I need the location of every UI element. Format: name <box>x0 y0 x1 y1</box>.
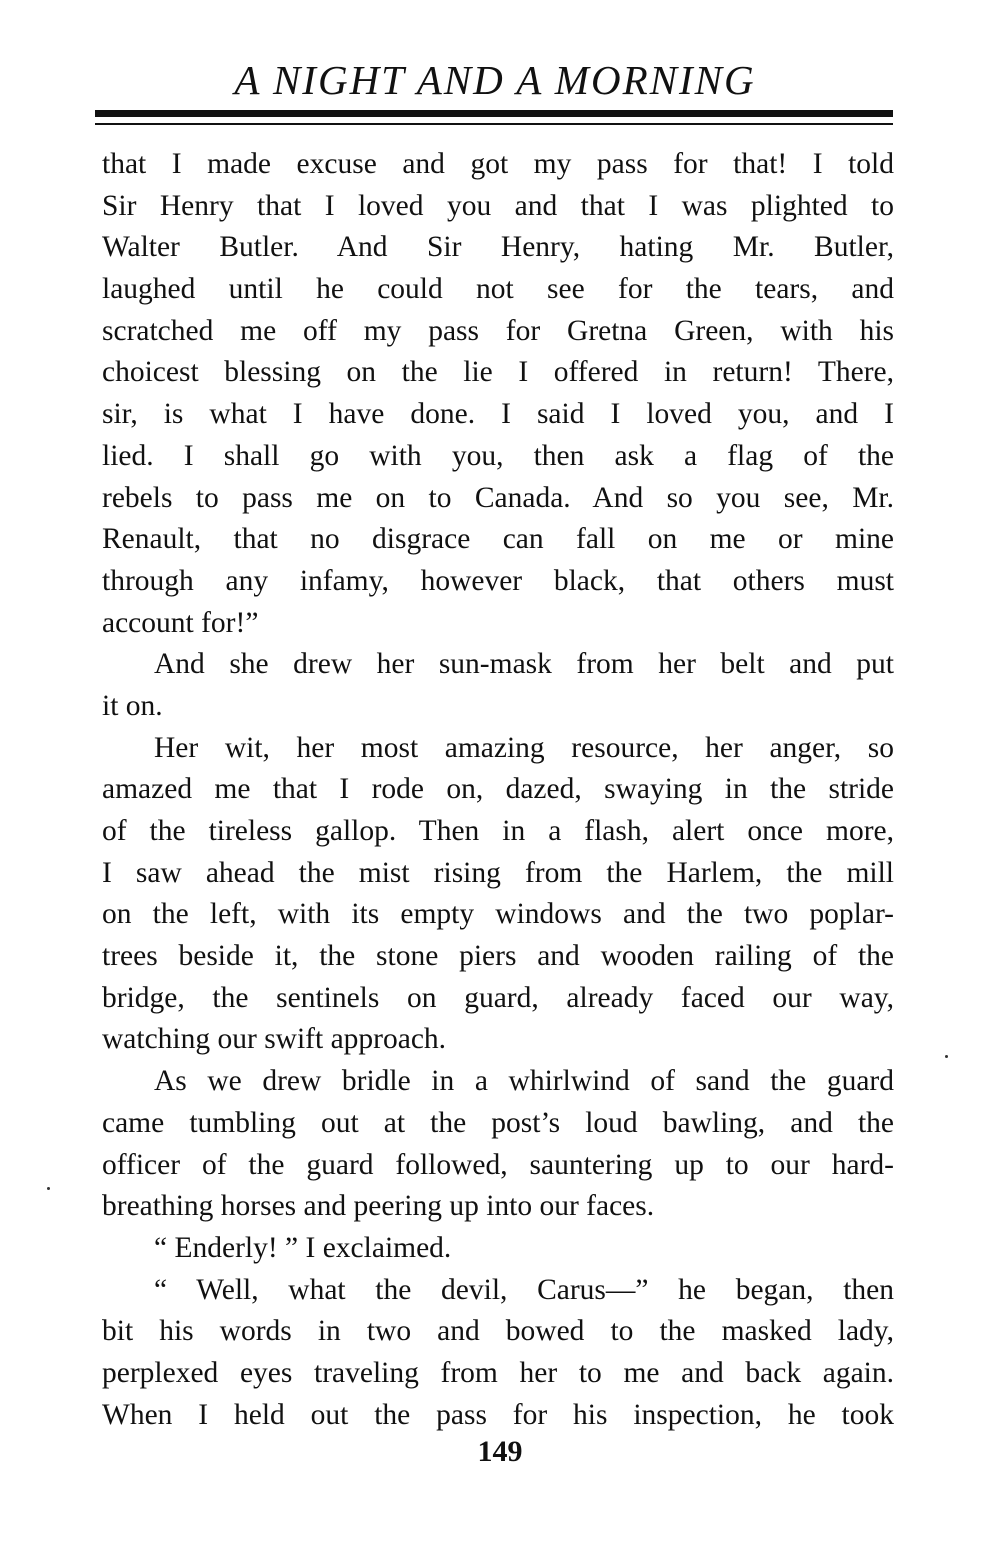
page-number: 149 <box>477 1435 523 1468</box>
body-text <box>102 144 894 1436</box>
text-line: “ Enderly! ” I exclaimed. <box>154 1231 452 1264</box>
text-line: Renault, that no disgrace can fall on me or mine <box>102 523 894 556</box>
text-line: breathing horses and peering up into our faces. <box>102 1190 655 1223</box>
text-line: sir, is what I have done. I said I loved you, and I <box>102 398 894 431</box>
text-line: Walter Butler. And Sir Henry, hating Mr. Butler, <box>102 231 894 264</box>
text-line: trees beside it, the stone piers and wooden railing of the <box>102 940 894 973</box>
text-line: bridge, the sentinels on guard, already faced our way, <box>102 981 894 1014</box>
text-line: through any infamy, however black, that others must <box>102 564 894 597</box>
text-line: that I made excuse and got my pass for that! I told <box>102 148 894 180</box>
text-line: lied. I shall go with you, then ask a flag of the <box>102 439 894 472</box>
text-line: it on. <box>102 689 163 722</box>
print-speck <box>47 1187 50 1190</box>
text-line: “ Well, what the devil, Carus—” he began, then <box>154 1273 894 1306</box>
text-line: came tumbling out at the post’s loud bawling, and the <box>102 1106 894 1139</box>
text-line: account for!” <box>102 606 259 639</box>
text-line: laughed until he could not see for the tears, and <box>102 273 894 306</box>
text-line: of the tireless gallop. Then in a flash, alert once more, <box>102 815 894 847</box>
header-rule-thin <box>95 123 893 125</box>
text-line: When I held out the pass for his inspection, he took <box>102 1398 894 1431</box>
text-line: bit his words in two and bowed to the masked lady, <box>102 1315 894 1348</box>
text-line: I saw ahead the mist rising from the Harlem, the mill <box>102 856 894 889</box>
header-rule-thick <box>95 110 893 117</box>
text-line: And she drew her sun-mask from her belt and put <box>154 648 894 681</box>
text-line: rebels to pass me on to Canada. And so you see, Mr. <box>102 481 894 514</box>
text-line: officer of the guard followed, sauntering up to our hard- <box>102 1148 894 1181</box>
text-line: scratched me off my pass for Gretna Green, with his <box>102 314 894 347</box>
text-line: choicest blessing on the lie I offered in return! There, <box>102 356 894 389</box>
print-speck <box>945 1055 948 1058</box>
text-line: Sir Henry that I loved you and that I was plighted to <box>102 189 894 222</box>
text-line: As we drew bridle in a whirlwind of sand the guard <box>154 1065 894 1098</box>
running-head: A NIGHT AND A MORNING <box>234 57 756 103</box>
text-line: amazed me that I rode on, dazed, swaying in the stride <box>102 773 894 806</box>
text-line: watching our swift approach. <box>102 1023 447 1056</box>
text-line: perplexed eyes traveling from her to me and back again. <box>102 1356 894 1389</box>
text-line: Her wit, her most amazing resource, her anger, so <box>154 731 894 764</box>
text-line: on the left, with its empty windows and the two poplar- <box>102 898 894 931</box>
